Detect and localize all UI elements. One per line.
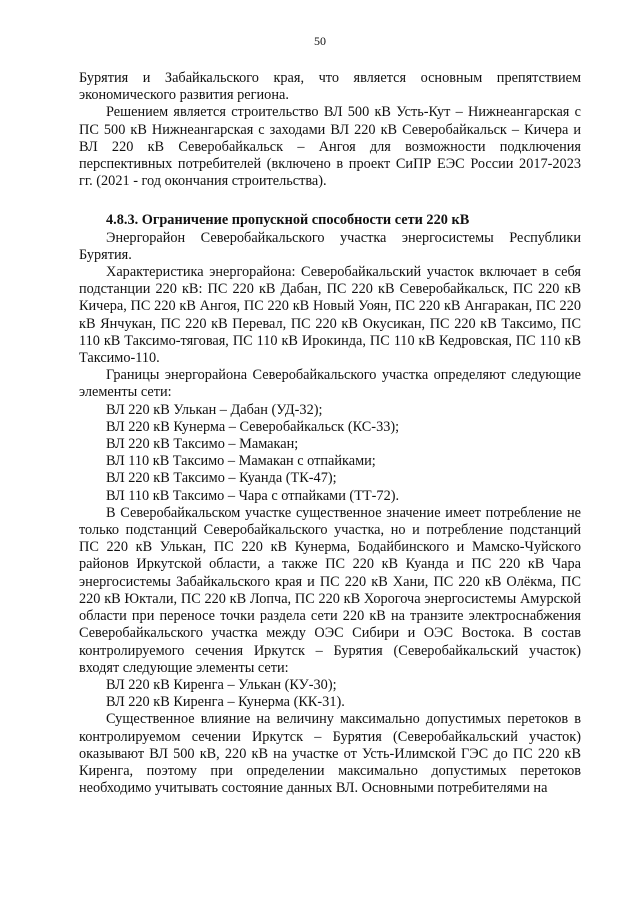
paragraph-solution: Решением является строительство ВЛ 500 кВ Усть-Кут – Нижнеангарская с ПС 500 кВ Нижнеангарская с заходами ВЛ 220 кВ Северобайкальск – Кичера и ВЛ 220 кВ Северобайкальск – Ангоя для возможности подключения перспективных потребителей (включено в проект СиПР ЕЭС России 2017-2023 гг. (2021 - год окончания строительства). xyxy=(79,104,581,190)
page-number: 50 xyxy=(314,34,326,48)
list-item: ВЛ 220 кВ Улькан – Дабан (УД-32); xyxy=(106,401,323,418)
paragraph-consumption: В Северобайкальском участке существенное значение имеет потребление не только подстанций Северобайкальского участка, но и потребление подстанций ПС 220 кВ Улькан, ПС 220 кВ Кунерма, Бодайбинского и Мамско-Чуйского районов Иркутской области, а также ПС 220 кВ Куанда и ПС 220 кВ Чара энергосистемы Забайкальского края и ПС 220 кВ Хани, ПС 220 кВ Олёкма, ПС 220 кВ Юктали, ПС 220 кВ Лопча, ПС 220 кВ Хорогоча энергосистемы Амурской области при переносе точки раздела сети 220 кВ на транзите электроснабжения Северобайкальского участка между ОЭС Сибири и ОЭС Востока. В состав контролируемого сечения Иркутск – Бурятия (Северобайкальский участок) входят следующие элементы сети: xyxy=(79,504,581,676)
list-item: ВЛ 220 кВ Киренга – Кунерма (КК-31). xyxy=(106,694,345,711)
border-lines-list xyxy=(79,402,581,505)
paragraph-characteristics: Характеристика энергорайона: Северобайкальский участок включает в себя подстанции 220 кВ: ПС 220 кВ Дабан, ПС 220 кВ Северобайкальск, ПС 220 кВ Кичера, ПС 220 кВ Ангоя, ПС 220 кВ Новый Уоян, ПС 220 кВ Ангаракан, ПС 220 кВ Янчукан, ПС 220 кВ Перевал, ПС 220 кВ Окусикан, ПС 220 кВ Таксимо, ПС 110 кВ Таксимо-тяговая, ПС 110 кВ Ирокинда, ПС 110 кВ Кедровская, ПС 110 кВ Таксимо-110. xyxy=(79,264,581,367)
list-item: ВЛ 110 кВ Таксимо – Чара с отпайками (ТТ-72). xyxy=(106,487,400,504)
page-body xyxy=(79,70,581,797)
section-lines-list xyxy=(79,677,581,711)
list-item: ВЛ 220 кВ Таксимо – Мамакан; xyxy=(106,436,299,453)
paragraph-intro-continuation: Бурятия и Забайкальского края, что является основным препятствием экономического развития региона. xyxy=(79,70,581,104)
paragraph-energy-district: Энергорайон Северобайкальского участка энергосистемы Республики Бурятия. xyxy=(79,229,581,263)
list-item: ВЛ 220 кВ Таксимо – Куанда (ТК-47); xyxy=(106,470,337,487)
paragraph-borders: Границы энергорайона Северобайкальского участка определяют следующие элементы сети: xyxy=(79,367,581,401)
section-heading: 4.8.3. Ограничение пропускной способности сети 220 кВ xyxy=(106,212,470,229)
list-item: ВЛ 110 кВ Таксимо – Мамакан с отпайками; xyxy=(106,453,376,470)
list-item: ВЛ 220 кВ Киренга – Улькан (КУ-30); xyxy=(106,676,337,693)
list-item: ВЛ 220 кВ Кунерма – Северобайкальск (КС-33); xyxy=(106,418,400,435)
paragraph-influence: Существенное влияние на величину максимально допустимых перетоков в контролируемом сечении Иркутск – Бурятия (Северобайкальский участок) оказывают ВЛ 500 кВ, 220 кВ на участке от Усть-Илимской ГЭС до ПС 220 кВ Киренга, поэтому при определении максимально допустимых перетоков необходимо учитывать состояние данных ВЛ. Основными потребителями на xyxy=(79,711,581,797)
